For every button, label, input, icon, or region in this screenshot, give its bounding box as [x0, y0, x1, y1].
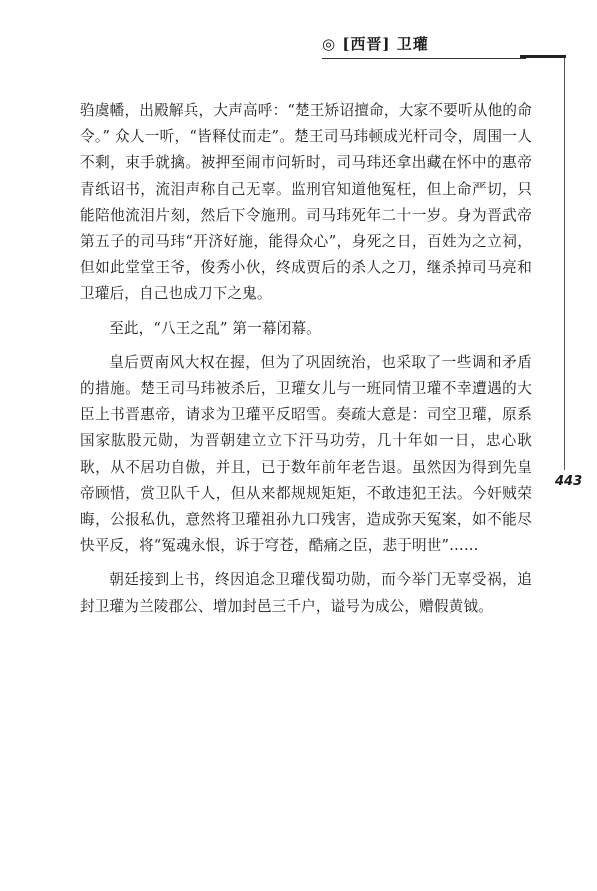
- paragraph-4: 朝廷接到上书，终因追念卫瓘伐蜀功勋，而今举门无辜受祸，追封卫瓘为兰陵郡公、增加封邑三千户，谥号为成公，赠假黄钺。: [80, 571, 532, 615]
- header-rule: [322, 58, 526, 59]
- header-rule-accent: [520, 55, 566, 58]
- body-text: [80, 98, 532, 620]
- paragraph-2: 至此，“八王之乱” 第一幕闭幕。: [109, 319, 321, 337]
- paragraph-1: 驺虞幡，出殿解兵，大声高呼：“楚王矫诏擅命，大家不要听从他的命令。” 众人一听，“皆释仗而走”。楚王司马玮顿成光杆司令，周围一人不剩，束手就擒。被押至闹市问斩时，司马玮还拿出藏在怀中的惠帝青纸诏书，流泪声称自己无辜。监刑官知道他冤枉，但上命严切，只能陪他流泪片刻，然后下令施刑。司马玮死年二十一岁。身为晋武帝第五子的司马玮“开济好施，能得众心”，身死之日，百姓为之立祠，但如此堂堂王爷，俊秀小伙，终成贾后的杀人之刀，继杀掉司马亮和卫瓘后，自己也成刀下之鬼。: [80, 102, 532, 303]
- page-number: 443: [555, 474, 583, 489]
- running-header: [322, 34, 429, 54]
- paragraph-3: 皇后贾南风大权在握，但为了巩固统治，也采取了一些调和矛盾的措施。楚王司马玮被杀后，卫瓘女儿与一班同情卫瓘不幸遭遇的大臣上书晋惠帝，请求为卫瓘平反昭雪。奏疏大意是：司空卫瓘，原系国家肱股元勋，为晋朝建立立下汗马功劳，几十年如一日，忠心耿耿，从不居功自傲，并且，已于数年前年老告退。虽然因为得到先皇帝顾惜，赏卫队千人，但从来都规规矩矩，不敢违犯王法。今奸贼荣晦，公报私仇，意然将卫瓘祖孙九口残害，造成弥天冤案，如不能尽快平反，将“冤魂永恨，诉于穹苍，酷痛之臣，悲于明世”……: [80, 353, 532, 555]
- header-title: [西晋] 卫瓘: [342, 35, 429, 53]
- margin-rule: [564, 58, 565, 470]
- header-circle-icon: ◎: [322, 35, 337, 53]
